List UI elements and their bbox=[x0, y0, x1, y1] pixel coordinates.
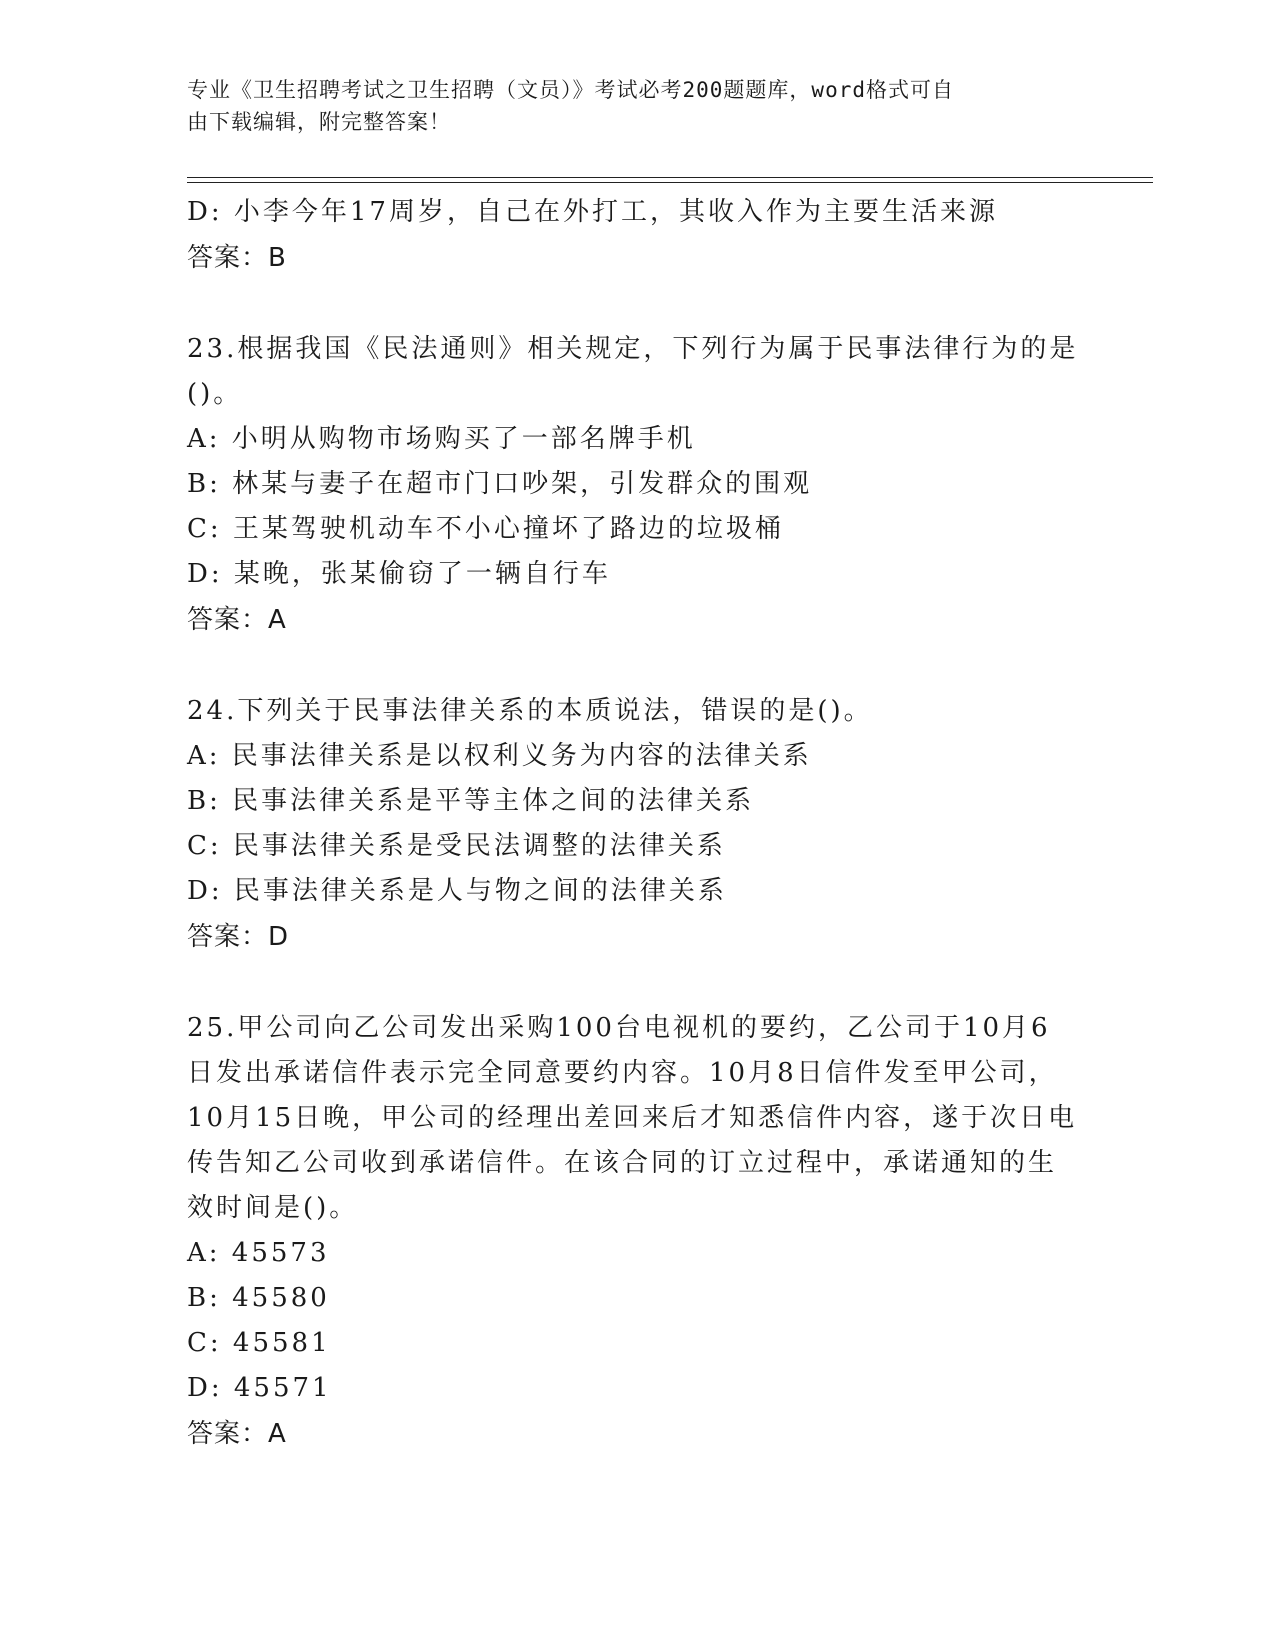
option-d: D: 民事法律关系是人与物之间的法律关系 bbox=[187, 876, 727, 906]
option-d: D: 45571 bbox=[187, 1373, 332, 1403]
header-line-1: 专业《卫生招聘考试之卫生招聘（文员）》考试必考200题题库，word格式可自 bbox=[187, 78, 954, 102]
question-stem-line: 10月15日晚，甲公司的经理出差回来后才知悉信件内容，遂于次日电 bbox=[187, 1103, 1078, 1133]
option-c: C: 王某驾驶机动车不小心撞坏了路边的垃圾桶 bbox=[187, 514, 784, 544]
question-23 bbox=[187, 327, 1087, 643]
answer: 答案：A bbox=[187, 605, 287, 635]
answer: 答案：A bbox=[187, 1419, 287, 1449]
document-body bbox=[187, 190, 1087, 1457]
carryover-answer: 答案：B bbox=[187, 243, 287, 273]
carryover-option-d: D: 小李今年17周岁，自己在外打工，其收入作为主要生活来源 bbox=[187, 197, 998, 227]
header-rule-top bbox=[187, 177, 1153, 178]
question-stem-line: ()。 bbox=[187, 379, 243, 409]
question-stem-line: 传告知乙公司收到承诺信件。在该合同的订立过程中，承诺通知的生 bbox=[187, 1148, 1058, 1178]
option-b: B: 林某与妻子在超市门口吵架，引发群众的围观 bbox=[187, 469, 813, 499]
option-c: C: 民事法律关系是受民法调整的法律关系 bbox=[187, 831, 726, 861]
option-d: D: 某晚，张某偷窃了一辆自行车 bbox=[187, 559, 611, 589]
question-stem-line: 25.甲公司向乙公司发出采购100台电视机的要约，乙公司于10月6 bbox=[187, 1013, 1051, 1043]
option-a: A: 民事法律关系是以权利义务为内容的法律关系 bbox=[187, 741, 812, 771]
header-line-2: 由下载编辑，附完整答案！ bbox=[187, 110, 451, 134]
option-b: B: 民事法律关系是平等主体之间的法律关系 bbox=[187, 786, 755, 816]
option-a: A: 45573 bbox=[187, 1238, 330, 1268]
option-b: B: 45580 bbox=[187, 1283, 330, 1313]
question-stem-line: 日发出承诺信件表示完全同意要约内容。10月8日信件发至甲公司， bbox=[187, 1058, 1058, 1088]
question-stem-line: 效时间是()。 bbox=[187, 1193, 359, 1223]
question-25 bbox=[187, 1006, 1087, 1457]
document-header bbox=[187, 74, 1067, 138]
question-stem-line: 23.根据我国《民法通则》相关规定，下列行为属于民事法律行为的是 bbox=[187, 334, 1079, 364]
option-a: A: 小明从购物市场购买了一部名牌手机 bbox=[187, 424, 696, 454]
question-stem-line: 24.下列关于民事法律关系的本质说法，错误的是()。 bbox=[187, 696, 873, 726]
option-c: C: 45581 bbox=[187, 1328, 331, 1358]
answer: 答案：D bbox=[187, 922, 290, 952]
header-rule-bottom bbox=[187, 182, 1153, 183]
question-24 bbox=[187, 689, 1087, 960]
